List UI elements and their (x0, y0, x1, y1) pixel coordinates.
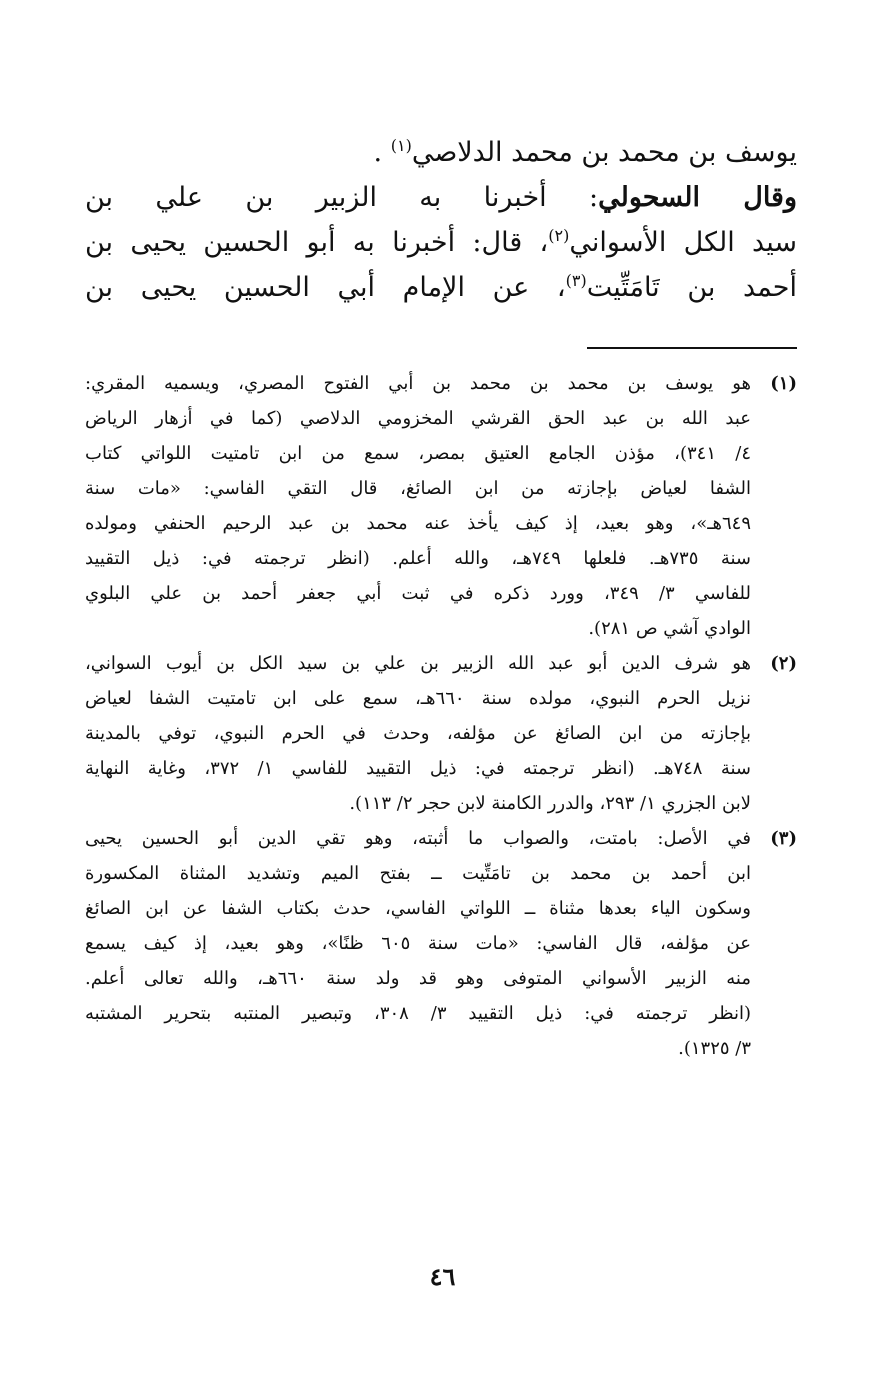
text-segment: أحمد بن تَامَتِّيت (586, 272, 797, 303)
footnote-line: في الأصل: بامتت، والصواب ما أثبته، وهو تقي الدين أبو الحسين يحيى (85, 828, 751, 849)
footnote-line: لابن الجزري ١/ ٢٩٣، والدرر الكامنة لابن حجر ٢/ ١١٣). (349, 793, 751, 814)
footnote-line: سنة ٧٤٨هـ. (انظر ترجمته في: ذيل التقييد للفاسي ١/ ٣٧٢، وغاية النهاية (85, 758, 751, 779)
footnote-line: وسكون الياء بعدها مثناة ــ اللواتي الفاسي، حدث بكتاب الشفا عن ابن الصائغ (85, 898, 751, 919)
main-text-line (85, 220, 797, 265)
footnote-line: منه الزبير الأسواني المتوفى وهو قد ولد سنة ٦٦٠هـ، والله تعالى أعلم. (85, 968, 751, 989)
footnote-3 (85, 821, 797, 1066)
footnote-1 (85, 366, 797, 646)
footnote-line: هو شرف الدين أبو عبد الله الزبير بن علي بن سيد الكل بن أيوب السواني، (85, 653, 751, 674)
text-segment: سيد الكل الأسواني (569, 227, 797, 258)
footnote-line: الوادي آشي ص ٢٨١). (588, 618, 751, 639)
footnote-line: عبد الله بن عبد الحق القرشي المخزومي الدلاصي (كما في أزهار الرياض (85, 408, 751, 429)
footnote-line: ٦٤٩هـ»، وهو بعيد، إذ كيف يأخذ عنه محمد بن عبد الرحيم الحنفي ومولده (85, 513, 751, 534)
footnote-ref: (٢) (548, 226, 570, 245)
footnote-line: (انظر ترجمته في: ذيل التقييد ٣/ ٣٠٨، وتبصير المنتبه بتحرير المشتبه (85, 1003, 751, 1024)
footnote-line: ابن أحمد بن محمد بن تامَتِّيت ــ بفتح الميم وتشديد المثناة المكسورة (85, 863, 751, 884)
text-segment: ، عن الإمام أبي الحسين يحيى بن (85, 272, 566, 303)
footnote-number: (٣) (770, 828, 797, 849)
page-number: ٤٦ (429, 1262, 456, 1291)
main-text-line (85, 175, 797, 220)
text-segment: . (373, 137, 383, 168)
footnote-line: نزيل الحرم النبوي، مولده سنة ٦٦٠هـ، سمع على ابن تامتيت الشفا لعياض (85, 688, 751, 709)
footnote-ref: (١) (390, 136, 412, 155)
footnote-line: هو يوسف بن محمد بن محمد بن أبي الفتوح المصري، ويسميه المقري: (85, 373, 751, 394)
footnote-line: عن مؤلفه، قال الفاسي: «مات سنة ٦٠٥ ظنًا»، وهو بعيد، إذ كيف يسمع (85, 933, 751, 954)
footnote-line: سنة ٧٣٥هـ. فلعلها ٧٤٩هـ، والله أعلم. (انظر ترجمته في: ذيل التقييد (85, 548, 751, 569)
speaker-name: وقال السحولي (598, 182, 797, 213)
main-text (85, 130, 797, 310)
footnotes (85, 366, 797, 1066)
footnote-line: الشفا لعياض بإجازته من ابن الصائغ، قال التقي الفاسي: «مات سنة (85, 478, 751, 499)
footnote-number: (٢) (770, 653, 797, 674)
text-segment: يوسف بن محمد بن محمد الدلاصي (411, 137, 797, 168)
footnote-number: (١) (770, 373, 797, 394)
footnote-line: ٤/ ٣٤١)، مؤذن الجامع العتيق بمصر، سمع من ابن تامتيت اللواتي كتاب (85, 443, 751, 464)
text-segment: : أخبرنا به الزبير بن علي بن (85, 182, 599, 213)
main-text-line (85, 265, 797, 310)
footnote-line: بإجازته من ابن الصائغ عن مؤلفه، وحدث في الحرم النبوي، توفي بالمدينة (85, 723, 751, 744)
footnote-separator (587, 347, 797, 349)
footnote-ref: (٣) (565, 271, 587, 290)
footnote-line: ٣/ ١٣٢٥). (678, 1038, 751, 1059)
footnote-line: للفاسي ٣/ ٣٤٩، وورد ذكره في ثبت أبي جعفر أحمد بن علي البلوي (85, 583, 751, 604)
footnote-2 (85, 646, 797, 821)
main-text-line (85, 130, 797, 175)
text-segment: ، قال: أخبرنا به أبو الحسين يحيى بن (85, 227, 549, 258)
